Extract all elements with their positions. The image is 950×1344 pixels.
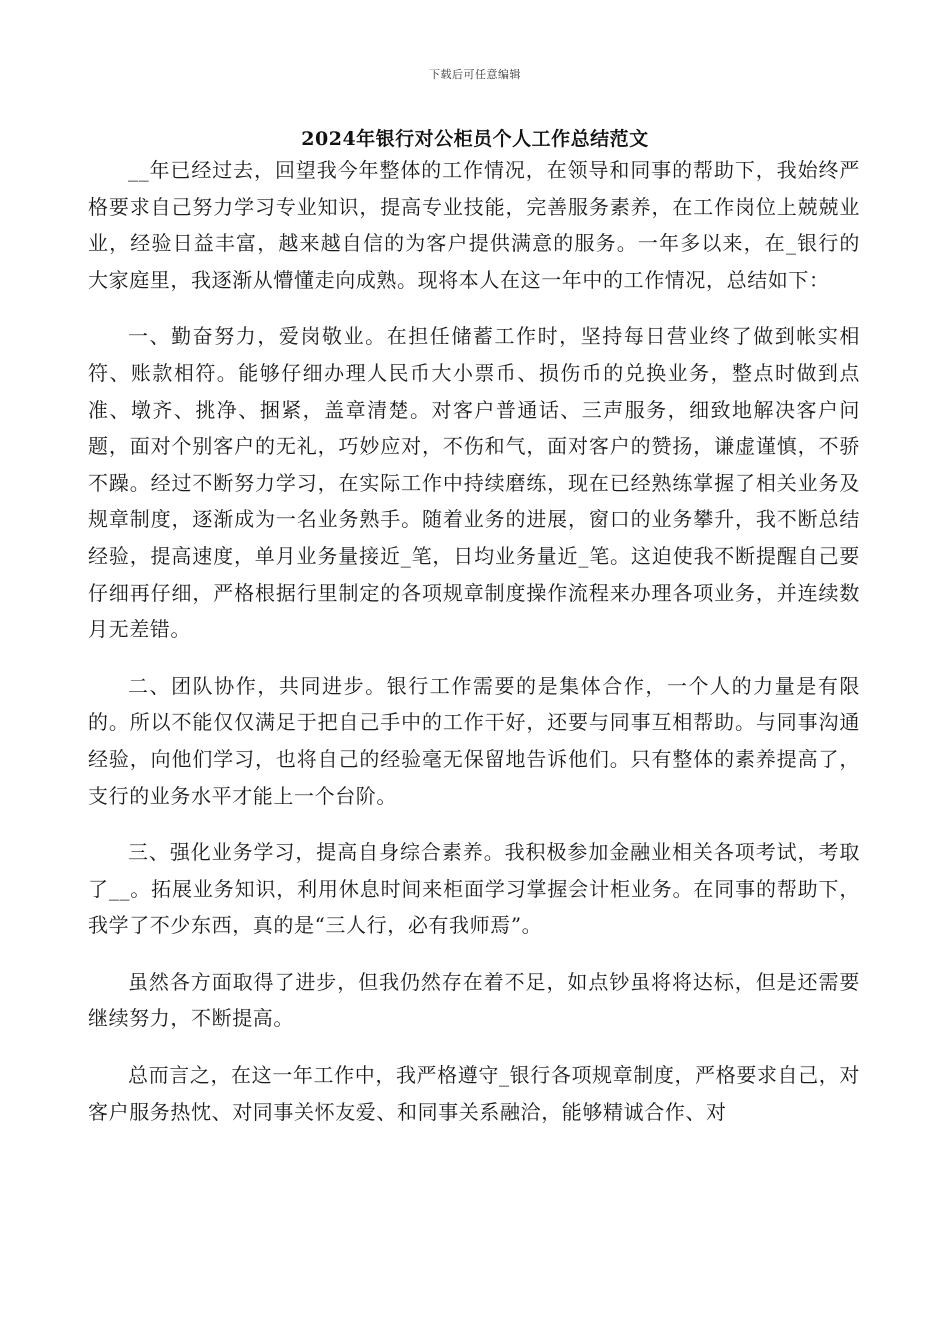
header-note: 下载后可任意编辑 (429, 68, 521, 81)
document-title: 2024年银行对公柜员个人工作总结范文 (301, 128, 649, 150)
paragraph-section-3: 三、强化业务学习，提高自身综合素养。我积极参加金融业相关各项考试，考取了__。拓展业务知识，利用休息时间来柜面学习掌握会计柜业务。在同事的帮助下，我学了不少东西，真的是“三人行，必有我师焉”。 (88, 840, 860, 938)
paragraph-conclusion: 总而言之，在这一年工作中，我严格遵守_银行各项规章制度，严格要求自己，对客户服务热忱、对同事关怀友爱、和同事关系融洽，能够精诚合作、对 (88, 1063, 860, 1124)
paragraph-intro: __年已经过去，回望我今年整体的工作情况，在领导和同事的帮助下，我始终严格要求自己努力学习专业知识，提高专业技能，完善服务素养，在工作岗位上兢兢业业，经验日益丰富，越来越自信的为客户提供满意的服务。一年多以来，在_银行的大家庭里，我逐渐从懵懂走向成熟。现将本人在这一年中的工作情况，总结如下： (88, 158, 860, 292)
paragraph-section-2: 二、团队协作，共同进步。银行工作需要的是集体合作，一个人的力量是有限的。所以不能仅仅满足于把自己手中的工作干好，还要与同事互相帮助。与同事沟通经验，向他们学习，也将自己的经验毫无保留地告诉他们。只有整体的素养提高了，支行的业务水平才能上一个台阶。 (88, 673, 860, 808)
paragraph-section-1: 一、勤奋努力，爱岗敬业。在担任储蓄工作时，坚持每日营业终了做到帐实相符、账款相符。能够仔细办理人民币大小票币、损伤币的兑换业务，整点时做到点准、墩齐、挑净、捆紧，盖章清楚。对客户普通话、三声服务，细致地解决客户问题，面对个别客户的无礼，巧妙应对，不伤和气，面对客户的赞扬，谦虚谨慎，不骄不躁。经过不断努力学习，在实际工作中持续磨练，现在已经熟练掌握了相关业务及规章制度，逐渐成为一名业务熟手。随着业务的进展，窗口的业务攀升，我不断总结经验，提高速度，单月业务量接近_笔，日均业务量近_笔。这迫使我不断提醒自己要仔细再仔细，严格根据行里制定的各项规章制度操作流程来办理各项业务，并连续数月无差错。 (88, 324, 860, 642)
document-body (88, 152, 860, 1130)
paragraph-shortcomings: 虽然各方面取得了进步，但我仍然存在着不足，如点钞虽将将达标，但是还需要继续努力，不断提高。 (88, 969, 860, 1031)
